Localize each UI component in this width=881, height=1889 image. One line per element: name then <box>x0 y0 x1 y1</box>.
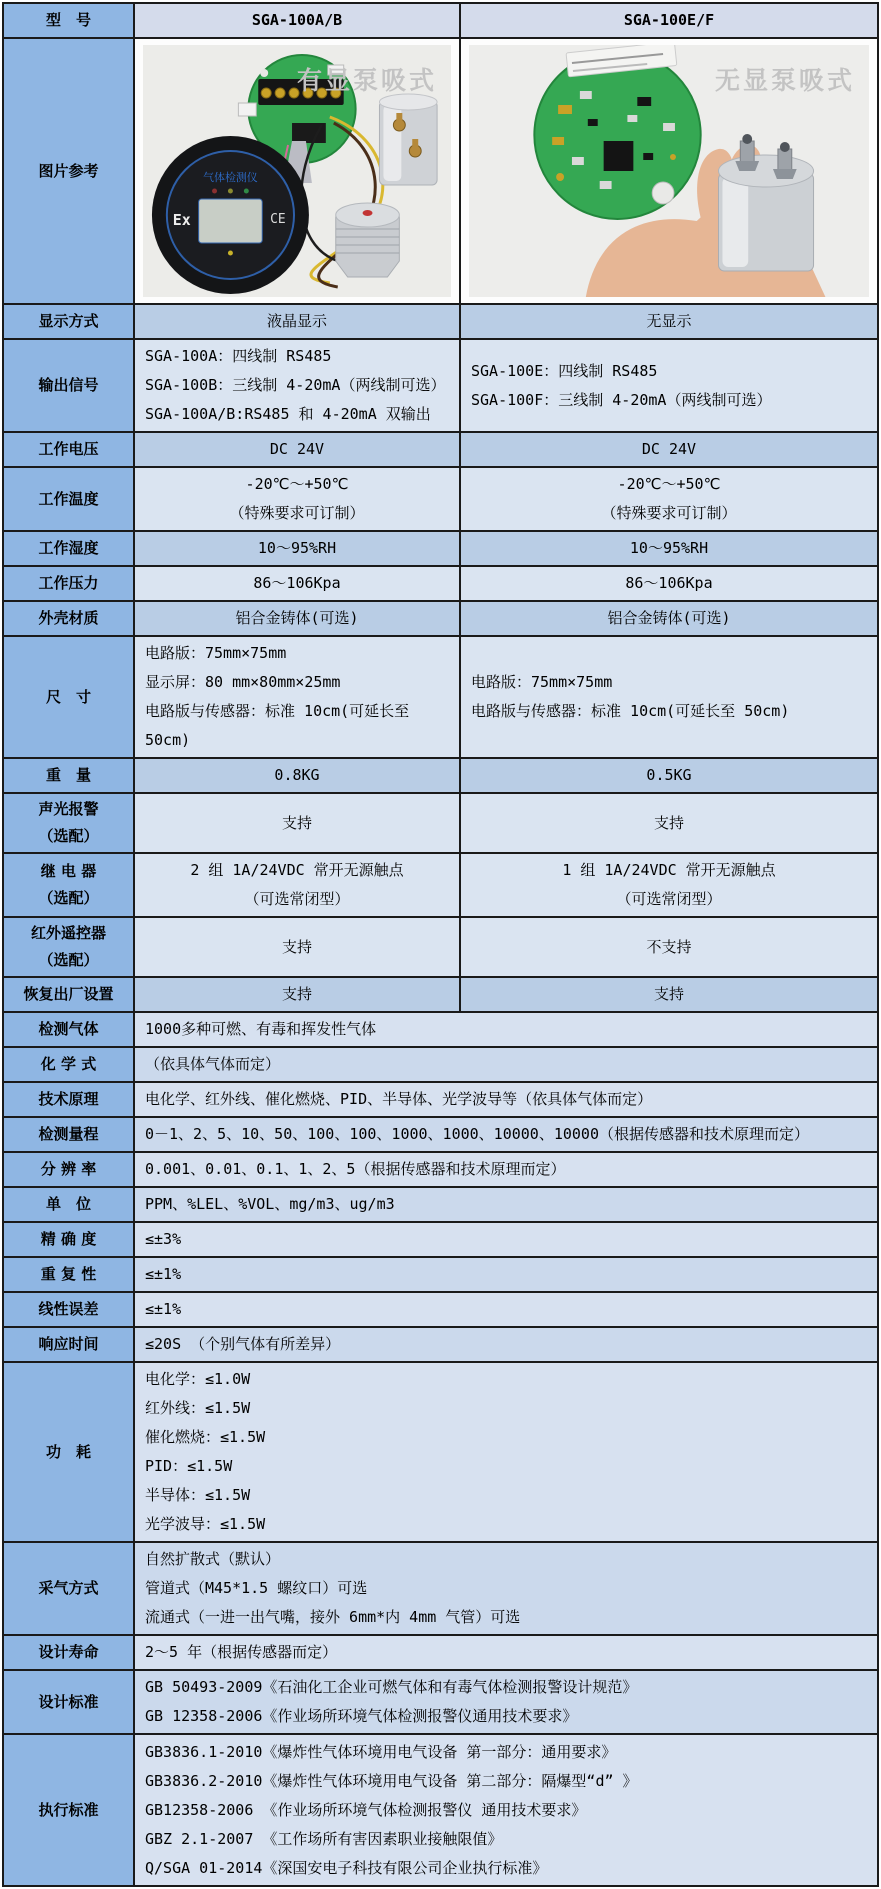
value-b <box>461 637 877 757</box>
value-b: DC 24V <box>641 440 697 458</box>
value <box>135 1671 877 1733</box>
model-b-header: SGA-100E/F <box>461 4 877 37</box>
value-b: 支持 <box>653 985 684 1003</box>
row-label <box>4 794 135 852</box>
row-label: 显示方式 <box>4 305 135 338</box>
value: ≤±3% <box>145 1230 182 1248</box>
row-label: 工作压力 <box>4 567 135 600</box>
row-technical-principle <box>4 1083 877 1118</box>
row-linearity-error <box>4 1293 877 1328</box>
svg-text:气体检测仪: 气体检测仪 <box>203 170 258 185</box>
label-line: 声光报警 <box>38 800 99 818</box>
row-accuracy <box>4 1223 877 1258</box>
row-unit <box>4 1188 877 1223</box>
image-row <box>4 39 877 305</box>
label-line: 红外遥控器 <box>30 924 106 942</box>
product-photo-b <box>461 39 877 303</box>
row-design-standard <box>4 1671 877 1735</box>
line: -20℃～+50℃ <box>617 475 721 493</box>
line: GB3836.2-2010《爆炸性气体环境用电气设备 第二部分：隔爆型“d” 》 <box>145 1771 638 1790</box>
value-a: 支持 <box>135 918 461 976</box>
row-label: 恢复出厂设置 <box>4 978 135 1011</box>
header-label: 型 号 <box>4 4 135 37</box>
value: 1000多种可燃、有毒和挥发性气体 <box>145 1020 377 1038</box>
line: （可选常闭型） <box>616 890 722 908</box>
watermark-pump-display: 有显泵吸式 <box>296 66 437 95</box>
value: ≤20S （个别气体有所差异） <box>145 1335 341 1353</box>
row-design-lifespan <box>4 1636 877 1671</box>
value-b: 支持 <box>653 813 684 832</box>
svg-text:CE: CE <box>270 211 286 228</box>
row-label: 重 复 性 <box>4 1258 135 1291</box>
row-label: 图片参考 <box>4 39 135 303</box>
line: GB 12358-2006《作业场所环境气体检测报警仪通用技术要求》 <box>145 1707 578 1725</box>
value: （依具体气体而定） <box>145 1055 281 1073</box>
row-shell-material <box>4 602 877 637</box>
line: 光学波导：≤1.5W <box>145 1515 266 1533</box>
line: 电路版与传感器：标准 10cm(可延长至 50cm) <box>471 702 790 720</box>
row-label: 分 辨 率 <box>4 1153 135 1186</box>
row-label: 化 学 式 <box>4 1048 135 1081</box>
line: 电化学：≤1.0W <box>145 1370 251 1388</box>
value: ≤±1% <box>145 1265 182 1283</box>
value-a: DC 24V <box>135 433 461 466</box>
row-label: 执行标准 <box>4 1735 135 1885</box>
value: 2～5 年（根据传感器而定） <box>145 1643 338 1661</box>
row-label: 工作电压 <box>4 433 135 466</box>
row-label: 工作湿度 <box>4 532 135 565</box>
row-output-signal <box>4 340 877 433</box>
row-label: 响应时间 <box>4 1328 135 1361</box>
row-label: 检测量程 <box>4 1118 135 1151</box>
row-working-pressure <box>4 567 877 602</box>
value-a: 10～95%RH <box>135 532 461 565</box>
sensor-module <box>336 203 400 277</box>
line: 流通式（一进一出气嘴，接外 6mm*内 4mm 气管）可选 <box>145 1608 521 1626</box>
value: 0.001、0.01、0.1、1、2、5（根据传感器和技术原理而定） <box>145 1160 566 1178</box>
line: Q/SGA 01-2014《深国安电子科技有限公司企业执行标准》 <box>145 1858 548 1877</box>
row-label: 检测气体 <box>4 1013 135 1046</box>
line: 红外线：≤1.5W <box>145 1399 251 1417</box>
row-label: 功 耗 <box>4 1363 135 1541</box>
line: （特殊要求可订制） <box>229 504 365 522</box>
product-spec-table <box>2 2 879 1887</box>
row-power-consumption <box>4 1363 877 1543</box>
row-chemical-formula <box>4 1048 877 1083</box>
label-line: （选配） <box>38 951 99 969</box>
row-working-voltage <box>4 433 877 468</box>
value-a <box>135 637 461 757</box>
line: SGA-100E：四线制 RS485 <box>471 361 658 380</box>
gas-detector-gauge <box>152 136 309 294</box>
line: （特殊要求可订制） <box>601 504 737 522</box>
line: SGA-100A：四线制 RS485 <box>145 347 332 365</box>
value-b <box>461 468 877 530</box>
row-label: 精 确 度 <box>4 1223 135 1256</box>
line: SGA-100A/B:RS485 和 4-20mA 双输出 <box>145 405 431 423</box>
row-ir-remote <box>4 918 877 978</box>
value-a: 铝合金铸体(可选) <box>135 602 461 635</box>
model-a-header: SGA-100A/B <box>135 4 461 37</box>
row-repeatability <box>4 1258 877 1293</box>
line: GB3836.1-2010《爆炸性气体环境用电气设备 第一部分：通用要求》 <box>145 1742 617 1761</box>
line: 催化燃烧：≤1.5W <box>145 1428 266 1446</box>
row-sound-light-alarm <box>4 794 877 854</box>
row-working-temperature <box>4 468 877 532</box>
value-a: 支持 <box>135 794 461 852</box>
row-weight <box>4 759 877 794</box>
value <box>135 1543 877 1634</box>
value-b <box>461 854 877 916</box>
header-row <box>4 4 877 39</box>
value-b: 不支持 <box>646 937 692 956</box>
row-label: 技术原理 <box>4 1083 135 1116</box>
line: 2 组 1A/24VDC 常开无源触点 <box>190 861 404 879</box>
value-a: 支持 <box>135 978 461 1011</box>
line: 显示屏：80 mm×80mm×25mm <box>145 673 341 691</box>
svg-text:Ex: Ex <box>172 210 191 230</box>
row-label: 单 位 <box>4 1188 135 1221</box>
row-execution-standard <box>4 1735 877 1885</box>
value-a: 86～106Kpa <box>135 567 461 600</box>
row-dimensions <box>4 637 877 759</box>
row-label: 输出信号 <box>4 340 135 431</box>
watermark-no-display: 无显泵吸式 <box>714 66 855 95</box>
value: PPM、%LEL、%VOL、mg/m3、ug/m3 <box>145 1195 395 1213</box>
row-relay <box>4 854 877 918</box>
line: 半导体：≤1.5W <box>145 1486 251 1504</box>
line: GB 50493-2009《石油化工企业可燃气体和有毒气体检测报警设计规范》 <box>145 1678 638 1696</box>
label-line: （选配） <box>38 827 99 845</box>
product-photo-a <box>135 39 461 303</box>
row-label <box>4 854 135 916</box>
row-label <box>4 918 135 976</box>
value-a <box>135 468 461 530</box>
row-gas-sampling-method <box>4 1543 877 1636</box>
line: -20℃～+50℃ <box>245 475 349 493</box>
value-b: 0.5KG <box>646 766 692 784</box>
pump-module <box>379 94 437 185</box>
value-a: 0.8KG <box>135 759 461 792</box>
value <box>135 1363 877 1541</box>
row-label: 尺 寸 <box>4 637 135 757</box>
line: （可选常闭型） <box>244 890 350 908</box>
value: ≤±1% <box>145 1300 182 1318</box>
value-a: 液晶显示 <box>135 305 461 338</box>
value-b: 无显示 <box>646 312 692 330</box>
row-label: 线性误差 <box>4 1293 135 1326</box>
line: 电路版与传感器：标准 10cm(可延长至 50cm) <box>145 702 410 749</box>
row-resolution <box>4 1153 877 1188</box>
value-b: 86～106Kpa <box>625 574 713 592</box>
value <box>135 1735 877 1885</box>
line: 自然扩散式（默认） <box>145 1550 281 1568</box>
value: 电化学、红外线、催化燃烧、PID、半导体、光学波导等（依具体气体而定） <box>145 1090 653 1108</box>
row-label: 设计标准 <box>4 1671 135 1733</box>
row-factory-reset <box>4 978 877 1013</box>
row-label: 外壳材质 <box>4 602 135 635</box>
line: 管道式（M45*1.5 螺纹口）可选 <box>145 1579 368 1597</box>
line: GBZ 2.1-2007 《工作场所有害因素职业接触限值》 <box>145 1829 503 1848</box>
line: SGA-100F：三线制 4-20mA（两线制可选） <box>471 390 772 409</box>
value-a <box>135 854 461 916</box>
line: 1 组 1A/24VDC 常开无源触点 <box>562 861 776 879</box>
value: 0－1、2、5、10、50、100、100、1000、1000、10000、10000（根据传感器和技术原理而定） <box>145 1125 809 1143</box>
row-label: 采气方式 <box>4 1543 135 1634</box>
row-working-humidity <box>4 532 877 567</box>
row-detected-gas <box>4 1013 877 1048</box>
row-label: 设计寿命 <box>4 1636 135 1669</box>
row-detection-range <box>4 1118 877 1153</box>
row-label: 工作温度 <box>4 468 135 530</box>
row-display-mode <box>4 305 877 340</box>
line: 电路版：75mm×75mm <box>145 644 287 662</box>
line: PID：≤1.5W <box>145 1457 233 1475</box>
line: GB12358-2006 《作业场所环境气体检测报警仪 通用技术要求》 <box>145 1800 587 1819</box>
line: SGA-100B：三线制 4-20mA（两线制可选） <box>145 376 446 394</box>
row-response-time <box>4 1328 877 1363</box>
value-b: 铝合金铸体(可选) <box>607 609 731 627</box>
line: 电路版：75mm×75mm <box>471 673 613 691</box>
label-line: （选配） <box>38 889 99 907</box>
value-a <box>135 340 461 431</box>
label-line: 继 电 器 <box>40 862 97 880</box>
value-b: 10～95%RH <box>629 539 709 557</box>
row-label: 重 量 <box>4 759 135 792</box>
value-b <box>461 340 877 431</box>
